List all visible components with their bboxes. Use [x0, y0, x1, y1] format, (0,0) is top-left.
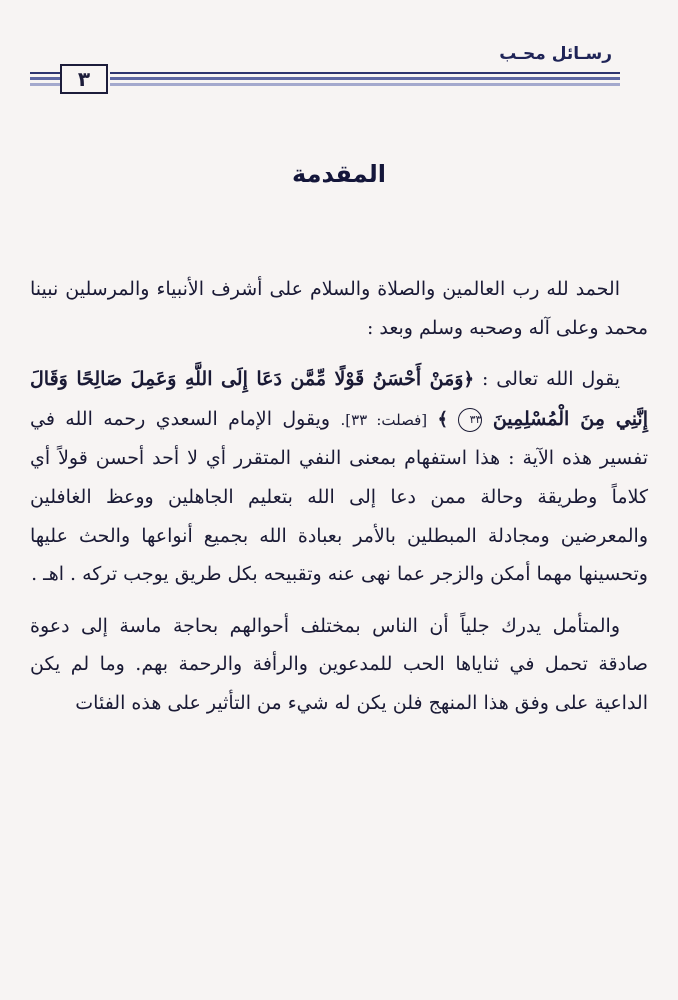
- quote-lead: يقول الله تعالى :: [481, 368, 620, 391]
- header-rule-left: [30, 72, 60, 86]
- page-number: ٣: [60, 64, 108, 94]
- body-text: [30, 270, 648, 736]
- ayah-text: وَمَنْ أَحْسَنُ قَوْلًا مِّمَّن دَعَا إِلَى اللَّهِ وَعَمِلَ صَالِحًا وَقَالَ إِنَّنِي مِنَ الْمُسْلِمِينَ: [30, 368, 649, 430]
- header-rule: [110, 72, 620, 86]
- paragraph-reflection: والمتأمل يدرك جلياً أن الناس بمختلف أحوالهم بحاجة ماسة إلى دعوة صادقة تحمل في ثناياها الحب للمدعوين والرأفة والرحمة بهم. وما لم يكن الداعية على وفق هذا المنهج فلن يكن له شيء من التأثير على هذه الفئات: [30, 614, 648, 714]
- chapter-title: المقدمة: [292, 160, 386, 188]
- paragraph-quran-quote: [30, 360, 648, 594]
- tafsir-text: ويقول الإمام السعدي رحمه الله في تفسير هذه الآية : هذا استفهام بمعنى النفي المتقرر أي لا أحد أحسن قولاً أي كلاماً وطريقة وحالة ممن دعا إلى الله بتعليم الجاهلين ووعظ الغافلين والمعرضين ومجادلة المبطلين بالأمر بعبادة الله بجميع أنواعها والحث عليها وتحسينها مهما أمكن والزجر عما نهى عنه وتقبيحه بكل طريق يوجب تركه . اهـ .: [30, 407, 648, 586]
- ornate-brace-open: ﴿: [463, 369, 475, 391]
- surah-reference: [فصلت: ٣٣].: [340, 410, 428, 429]
- running-title: رسـائل محـب: [499, 44, 612, 64]
- ornate-brace-close: ﴾: [437, 408, 449, 430]
- ayah-number-marker: ٣٣: [458, 408, 482, 432]
- paragraph-opening: الحمد لله رب العالمين والصلاة والسلام على أشرف الأنبياء والمرسلين نبينا محمد وعلى آله وصحبه وسلم وبعد :: [30, 278, 648, 339]
